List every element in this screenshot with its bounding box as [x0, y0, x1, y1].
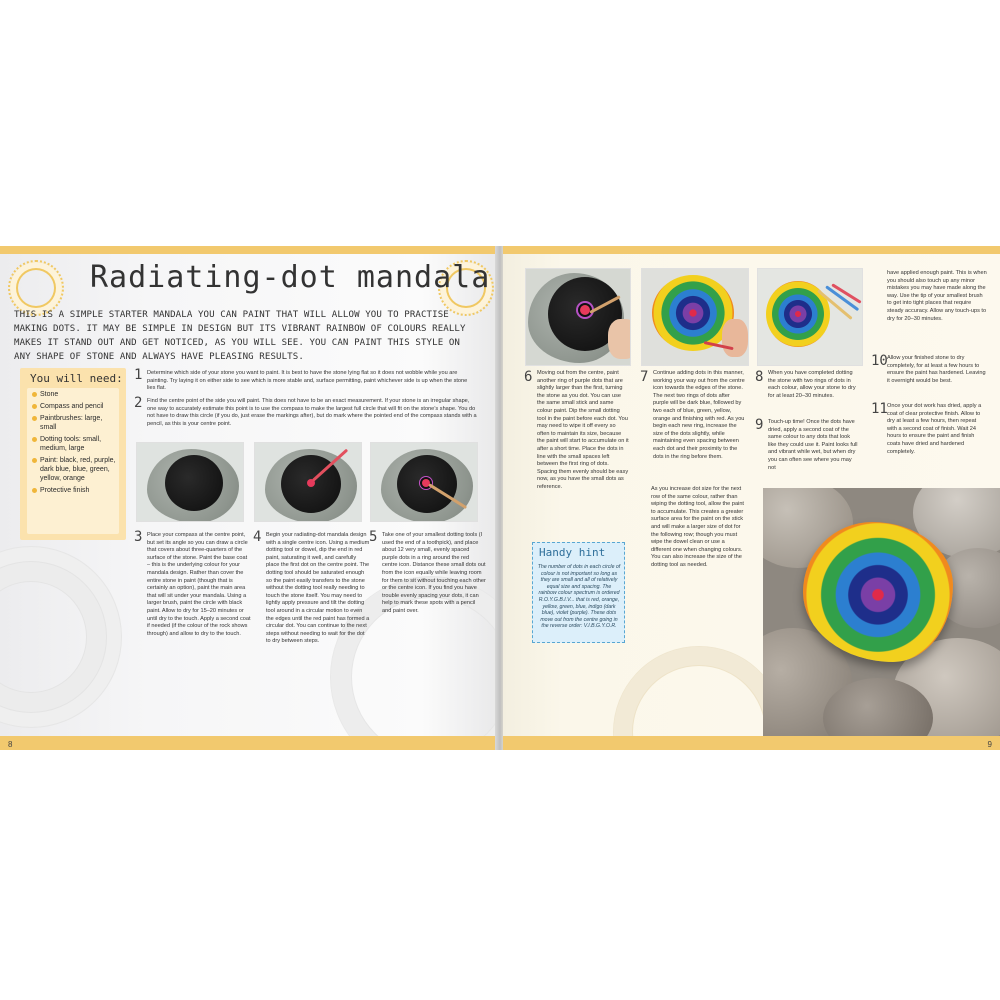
step-number: 2 [134, 395, 143, 411]
page-number: 8 [8, 740, 13, 749]
step-text: Moving out from the centre, paint another ring of purple dots that are slightly larger than the first, turning the stone as you dot. You can use the same small stick and same colour paint. Dip the small dotting tool in the paint before each dot. You may need to wipe it off every so often to maintain its size, because the paint will start to accumulate on it after a short time. Place the dots in line with the small spaces left between the first ring of dots. Spacing them evenly should be easy now, as you have the small dots as reference. [537, 370, 629, 490]
you-will-need-heading: You will need: [30, 372, 123, 385]
step-number: 4 [253, 529, 262, 545]
watermark-mandala-icon [613, 646, 785, 750]
step-text: Place your compass at the centre point, but set its angle so you can draw a circle that covers about three-quarters of the surface of the stone. Paint the base coat – this is the underlying colour for your mandala design. Rather than cover the entire stone in paint (though that is certainly an option), paint the main area that will sit under your mandala. Using a larger brush, paint the circle with black paint. Allow to dry for 15–20 minutes or until dry to the touch. Apply a second coat if needed (if the colour of the rock shows through) and allow to dry to the touch. [147, 532, 251, 637]
step-text: When you have completed dotting the stone with two rings of dots in each colour, allow your stone to dry for at least 20–30 minutes. [768, 370, 856, 399]
watermark-mandala-icon [0, 546, 122, 728]
list-item: Protective finish [31, 486, 119, 495]
top-accent-band [503, 246, 1000, 254]
step-text: Begin your radiating-dot mandala design with a single centre icon. Using a medium dotting tool or dowel, dip the end in red paint, saturating it well, and carefully place the first dot on the centre point. The dotting tool should be saturated enough so the paint easily transfers to the stone without the dotting tool really needing to touch the stone itself. You may need to lightly apply pressure and tilt the dotting tool around in a circular motion to even the edges until the red paint has formed a circular dot. You can continue to the next steps without needing to wait for the dot to dry between steps. [266, 532, 370, 645]
step-text: Touch-up time! Once the dots have dried, apply a second coat of the same colour to any dots that look like they could use it. Paint looks full and vibrant while wet, but when dry you can often see where you may not [768, 419, 858, 471]
step-number: 7 [640, 369, 649, 385]
step-7-photo [641, 268, 749, 366]
step-text: Determine which side of your stone you want to paint. It is best to have the stone lying flat so it does not wobble while you are painting. Try laying it on either side to see which is more stable and, surface permitting, paint whichever side is up when the stone lies flat. [147, 370, 468, 392]
step-number: 9 [755, 417, 764, 433]
step-8-photo [757, 268, 863, 366]
step-number: 5 [369, 529, 378, 545]
handy-hint-text: The number of dots in each circle of colour is not important so long as they are small and all of relatively equal size and spacing. The rainbow colour spectrum is ordered R.O.Y.G.B.I.V... that is red, orange, yellow, green, blue, indigo (dark blue), violet (purple). These dots move out from the centre going in the reverse order: V.I.B.G.Y.O.R. [537, 564, 621, 630]
step-number: 11 [871, 401, 888, 417]
intro-text: THIS IS A SIMPLE STARTER MANDALA YOU CAN PAINT THAT WILL ALLOW YOU TO PRACTISE MAKING DOTS. IT MAY BE SIMPLE IN DESIGN BUT ITS VIBRANT RAINBOW OF COLOURS REALLY MAKES IT STAND OUT AND GET NOTICED, AS YOU WILL SEE. YOU CAN PAINT THIS STYLE ON ANY SHAPE OF STONE AND ALWAYS HAVE PLEASING RESULTS. [14, 310, 466, 362]
step-number: 10 [871, 353, 888, 369]
step-3-photo [136, 442, 244, 522]
list-item: Paint: black, red, purple, dark blue, blue, green, yellow, orange [31, 456, 119, 483]
step-4-photo [254, 442, 362, 522]
book-spread [0, 246, 1000, 750]
list-item: Dotting tools: small, medium, large [31, 435, 119, 453]
step-number: 3 [134, 529, 143, 545]
left-page [0, 246, 497, 750]
materials-panel [27, 388, 119, 534]
materials-list [31, 390, 119, 498]
page-title: Radiating-dot mandala [90, 260, 491, 295]
step-text: Find the centre point of the side you will paint. This does not have to be an exact measurement. If your stone is an irregular shape, one way to accurately estimate this point is to use the compass to make the largest full circle that will fit on the stone’s shape. You do not have to draw this circle (if you do, just erase the markings after), but do mark where the pointed end of the compass stands with a pencil, as this is your centre point. [147, 398, 477, 427]
top-accent-band [0, 246, 497, 254]
right-page [503, 246, 1000, 750]
bottom-accent-band [503, 736, 1000, 750]
page-number: 9 [987, 740, 992, 749]
step-text: Take one of your smallest dotting tools (I used the end of a toothpick), and place about 12 very small, evenly spaced purple dots in a ring around the red centre icon. Distance these small dots out from the icon equally while leaving room for them to sit without touching each other or the centre icon. If you find you have trouble evenly spacing your dots, it can help to mark these spots with a pencil and paint over. [382, 532, 486, 614]
step-text: Continue adding dots in this manner, working your way out from the centre icon towards the edges of the stone. The next two rings of dots after purple will be dark blue, followed by two each of blue, green, yellow, orange and finishing with red. As you begin each new ring, increase the size of the dots slightly, while maintaining even spacing between each dot and their proximity to the dots in the ring before them. [653, 370, 745, 460]
list-item: Stone [31, 390, 119, 399]
list-item: Paintbrushes: large, small [31, 414, 119, 432]
bottom-accent-band [0, 736, 497, 750]
handy-hint-heading: Handy hint [539, 546, 606, 559]
step-5-photo [370, 442, 478, 522]
step-text: Once your dot work has dried, apply a coat of clear protective finish. Allow to dry at least a few hours, then repeat with a second coat of finish. Wait 24 hours to ensure the paint and finish coats have dried and hardened completely. [887, 403, 982, 455]
you-will-need-box [20, 368, 126, 540]
step-text: As you increase dot size for the next row of the same colour, rather than wiping the dotting tool, allow the paint to accumulate. This creates a greater surface area for the paint on the stick and will make a larger size of dot for the following row; though you must wipe the dowel clean or use a different one when changing colours. You can also increase the size of the dotting tool as needed. [651, 486, 744, 568]
step-text: have applied enough paint. This is when you should also touch up any minor mistakes you may have made along the way. Use the tip of your smallest brush to get into tight places that require steady accuracy. Allow any touch-ups to dry for 20–30 minutes. [887, 270, 987, 322]
step-text: Allow your finished stone to dry completely, for at least a few hours to ensure the paint has hardened. Leaving it overnight would be best. [887, 355, 986, 384]
list-item: Compass and pencil [31, 402, 119, 411]
step-number: 1 [134, 367, 143, 383]
finished-stone-photo [763, 488, 1000, 736]
step-6-photo [525, 268, 631, 366]
handy-hint-box [532, 542, 625, 643]
step-number: 8 [755, 369, 764, 385]
step-number: 6 [524, 369, 533, 385]
